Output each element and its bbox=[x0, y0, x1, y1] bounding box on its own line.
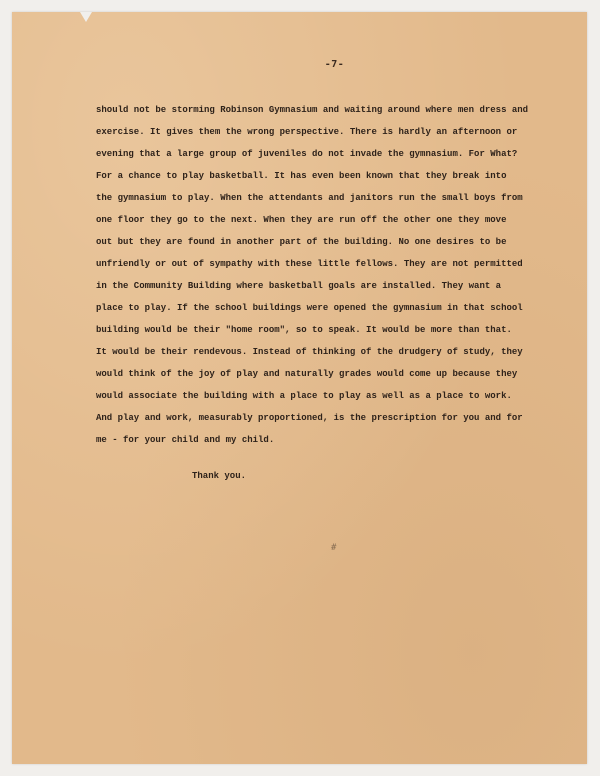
text-line: in the Community Building where basketball goals are installed. They want a bbox=[96, 281, 502, 291]
text-line: should not be storming Robinson Gymnasium and waiting around where men dress and bbox=[96, 105, 529, 115]
text-line: unfriendly or out of sympathy with these little fellows. They are not permitted bbox=[96, 259, 523, 269]
text-line: would associate the building with a place to play as well as a place to work. bbox=[96, 391, 512, 401]
text-line: building would be their "home room", so to speak. It would be more than that. bbox=[96, 325, 512, 335]
text-line: exercise. It gives them the wrong perspective. There is hardly an afternoon or bbox=[96, 127, 518, 137]
closing-line: Thank you. bbox=[192, 471, 247, 481]
text-line: It would be their rendevous. Instead of thinking of the drudgery of study, they bbox=[96, 347, 523, 357]
paper-nick bbox=[80, 12, 92, 22]
text-line: out but they are found in another part of the building. No one desires to be bbox=[96, 237, 507, 247]
text-line: place to play. If the school buildings were opened the gymnasium in that school bbox=[96, 303, 523, 313]
body-text bbox=[96, 99, 566, 451]
typewritten-page bbox=[12, 12, 587, 764]
text-line: would think of the joy of play and naturally grades would come up because they bbox=[96, 369, 518, 379]
text-line: the gymnasium to play. When the attendants and janitors run the small boys from bbox=[96, 193, 523, 203]
text-line: And play and work, measurably proportioned, is the prescription for you and for bbox=[96, 413, 523, 423]
text-line: one floor they go to the next. When they are run off the other one they move bbox=[96, 215, 507, 225]
stray-mark: # bbox=[331, 543, 337, 553]
text-line: For a chance to play basketball. It has even been known that they break into bbox=[96, 171, 507, 181]
text-line: evening that a large group of juveniles do not invade the gymnasium. For What? bbox=[96, 149, 518, 159]
page-number: -7- bbox=[324, 59, 345, 70]
text-line: me - for your child and my child. bbox=[96, 435, 275, 445]
